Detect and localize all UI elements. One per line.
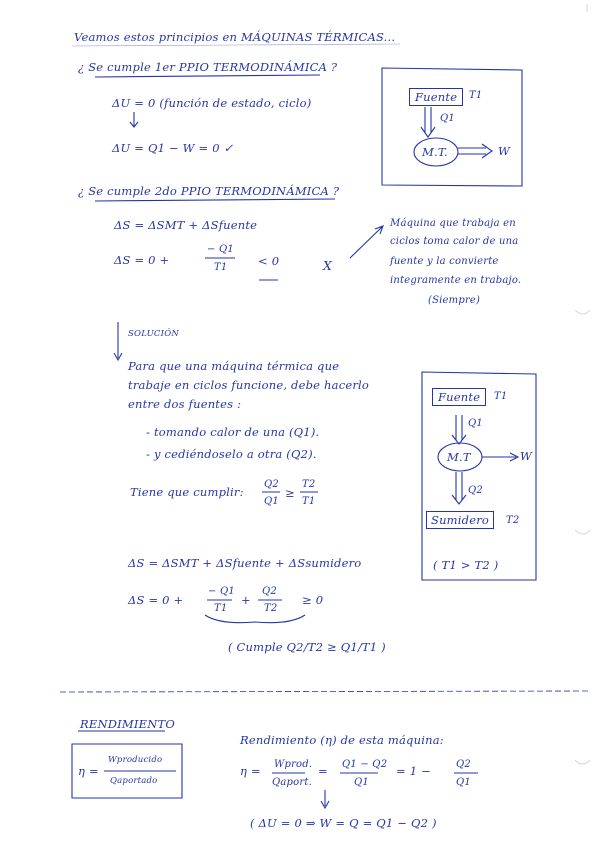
efficiency-box-num: Wproducido: [108, 755, 163, 765]
diagram1-work: W: [498, 144, 511, 158]
entropy-f2-den: T2: [264, 603, 278, 614]
solution-condition-label: Tiene que cumplir:: [130, 485, 244, 499]
entropy-plus: +: [241, 593, 251, 607]
solution-label: SOLUCIÓN: [128, 329, 180, 339]
q1-line1: ΔU = 0 (función de estado, ciclo): [112, 96, 312, 110]
efficiency-eq2: = 1 −: [396, 764, 431, 778]
q2-eq2-num: − Q1: [207, 244, 234, 255]
efficiency-box-lhs: η =: [78, 764, 99, 778]
efficiency-f3-num: Q2: [456, 759, 471, 770]
page-title: Veamos estos principios en MÁQUINAS TÉRMICAS...: [74, 30, 396, 44]
q2-note-3: fuente y la convierte: [390, 256, 499, 267]
entropy-eq2-right: ≥ 0: [302, 593, 324, 607]
cond-left-num: Q2: [264, 479, 279, 490]
q2-eq2-right: < 0: [258, 254, 280, 268]
diagram2-heat-out: Q2: [468, 485, 483, 496]
q2-eq2-den: T1: [214, 262, 228, 273]
diagram2-sink: Sumidero: [426, 511, 494, 529]
solution-text-1: Para que una máquina térmica que: [128, 359, 340, 373]
efficiency-f2-den: Q1: [354, 777, 369, 788]
diagram1-source: Fuente: [409, 88, 463, 106]
q1-heading: ¿ Se cumple 1er PPIO TERMODINÁMICA ?: [78, 60, 338, 74]
diagram2-engine: M.T: [447, 450, 471, 464]
efficiency-heading: RENDIMIENTO: [80, 717, 175, 731]
entropy-f2-num: Q2: [262, 586, 277, 597]
q2-eq2-left: ΔS = 0 +: [114, 253, 170, 267]
cond-right-num: T2: [302, 479, 316, 490]
diagram2-source-temp: T1: [494, 391, 508, 402]
solution-item-1: - tomando calor de una (Q1).: [146, 425, 320, 439]
efficiency-f1-den: Qaport.: [272, 777, 312, 788]
cond-op: ≥: [285, 486, 295, 500]
efficiency-f1-num: Wprod.: [274, 759, 313, 770]
diagram2-heat-in: Q1: [468, 418, 483, 429]
diagram1-engine: M.T.: [422, 145, 448, 159]
efficiency-f3-den: Q1: [456, 777, 471, 788]
q2-note-4: integramente en trabajo.: [390, 275, 522, 286]
diagram2-temps: ( T1 > T2 ): [433, 558, 499, 572]
diagram1-heat: Q1: [440, 113, 455, 124]
efficiency-box-den: Qaportado: [110, 776, 158, 786]
cond-left-den: Q1: [264, 496, 279, 507]
solution-text-3: entre dos fuentes :: [128, 397, 242, 411]
q2-heading: ¿ Se cumple 2do PPIO TERMODINÁMICA ?: [78, 184, 340, 198]
entropy-f1-num: − Q1: [208, 586, 235, 597]
efficiency-derivation: ( ΔU = 0 ⇒ W = Q = Q1 − Q2 ): [250, 816, 437, 830]
efficiency-intro: Rendimiento (η) de esta máquina:: [240, 733, 444, 747]
diagram2-sink-temp: T2: [506, 515, 520, 526]
efficiency-eq: =: [318, 764, 328, 778]
q1-line2: ΔU = Q1 − W = 0 ✓: [112, 141, 234, 155]
diagram2-source: Fuente: [432, 388, 486, 406]
solution-text-2: trabaje en ciclos funcione, debe hacerlo: [128, 378, 370, 392]
entropy-note: ( Cumple Q2/T2 ≥ Q1/T1 ): [228, 640, 386, 654]
q2-cross: X: [323, 258, 333, 273]
q2-eq1: ΔS = ΔSMT + ΔSfuente: [114, 218, 258, 232]
efficiency-lhs: η =: [240, 764, 261, 778]
entropy-eq1: ΔS = ΔSMT + ΔSfuente + ΔSsumidero: [128, 556, 362, 570]
efficiency-f2-num: Q1 − Q2: [342, 759, 388, 770]
q2-note-2: ciclos toma calor de una: [390, 236, 519, 247]
entropy-eq2-left: ΔS = 0 +: [128, 593, 184, 607]
entropy-f1-den: T1: [214, 603, 228, 614]
solution-item-2: - y cediéndoselo a otra (Q2).: [146, 447, 317, 461]
cond-right-den: T1: [302, 496, 316, 507]
diagram2-work: W: [520, 449, 533, 463]
diagram1-source-temp: T1: [469, 90, 483, 101]
q2-note-5: (Siempre): [428, 295, 481, 306]
q2-note-1: Máquina que trabaja en: [390, 218, 516, 229]
